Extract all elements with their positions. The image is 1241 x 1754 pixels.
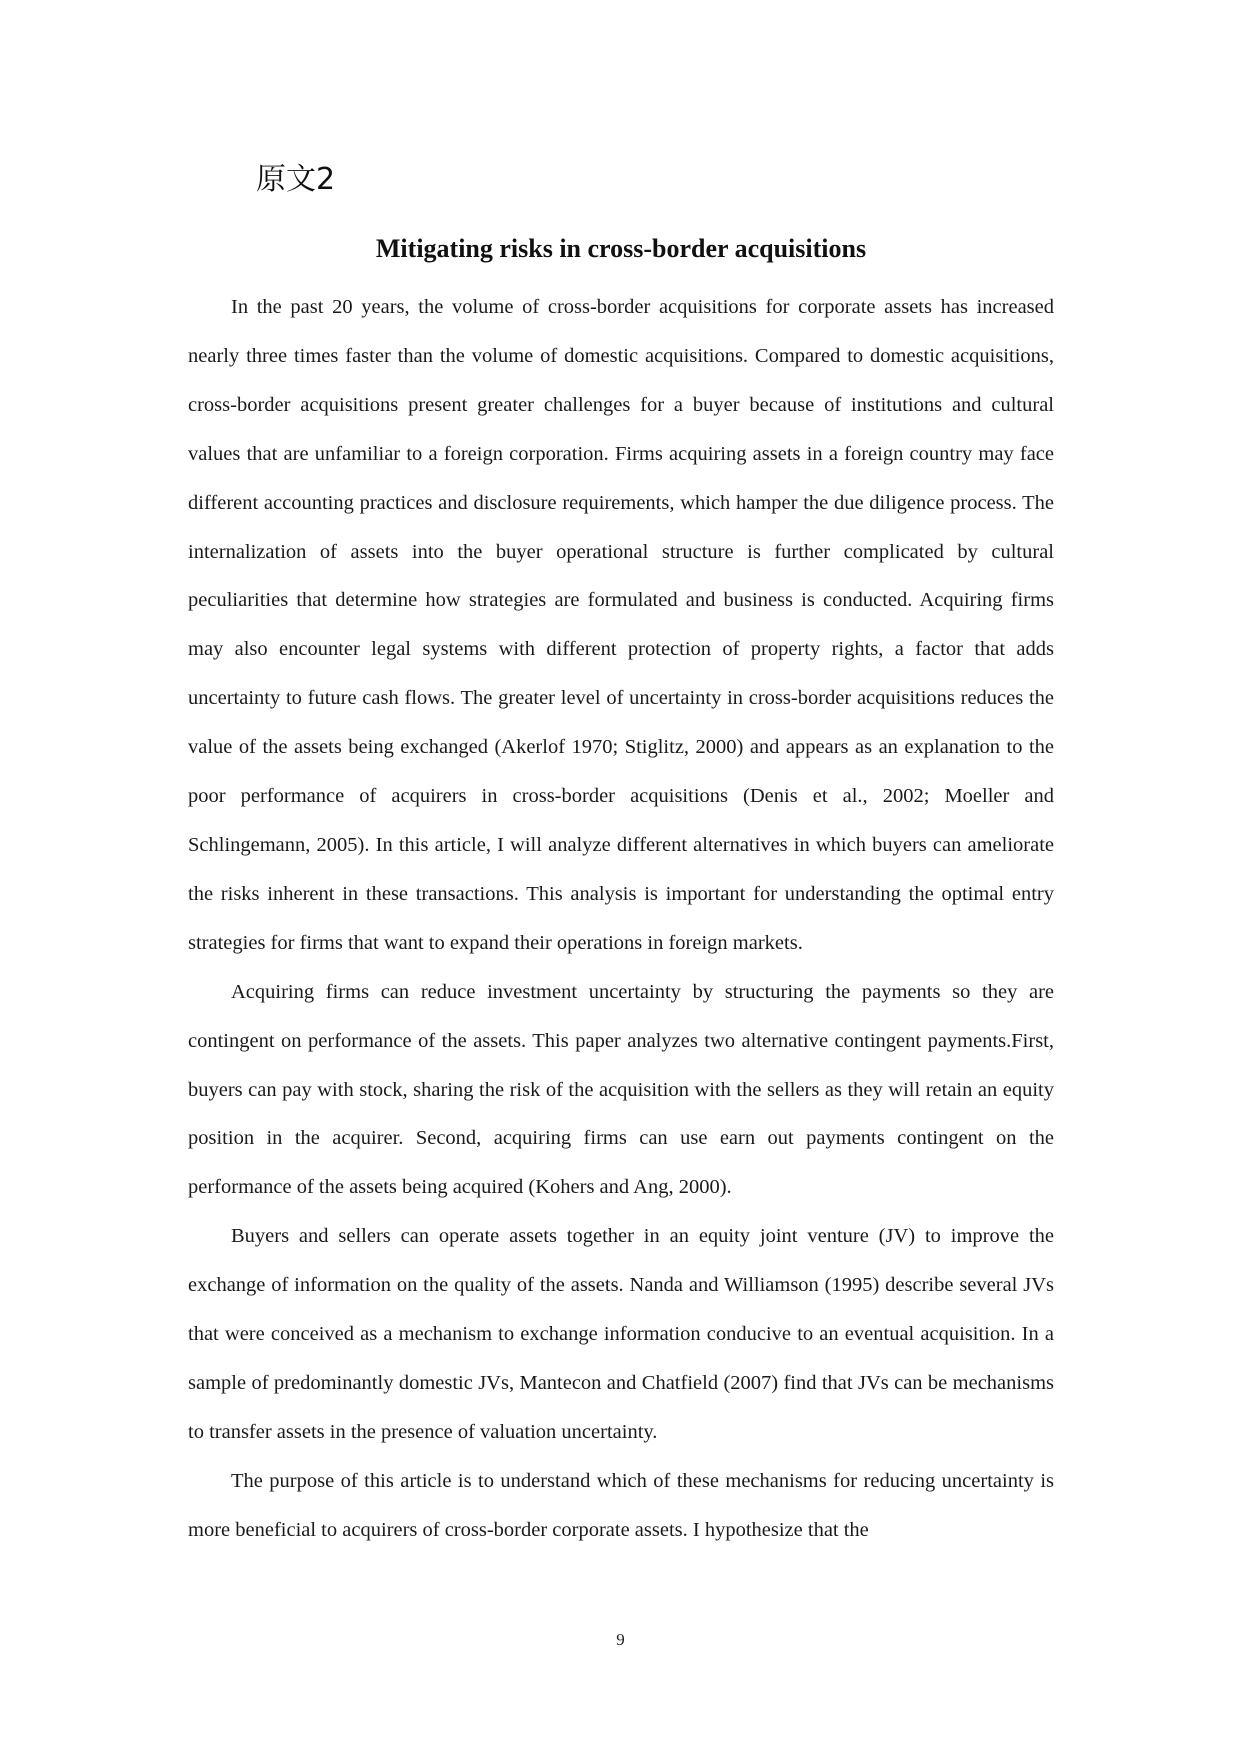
page-number: 9 xyxy=(616,1630,625,1649)
section-label: 原文2 xyxy=(256,162,336,197)
body-paragraph: Buyers and sellers can operate assets together in an equity joint venture (JV) to improve the exchange of information on the quality of the assets. Nanda and Williamson (1995) describe several JVs that were conceived as a mechanism to exchange information conducive to an eventual acquisition. In a sample of predominantly domestic JVs, Mantecon and Chatfield (2007) find that JVs can be mechanisms to transfer assets in the presence of valuation uncertainty. xyxy=(188,1225,1054,1443)
article-body xyxy=(188,283,1054,1555)
article-title: Mitigating risks in cross-border acquisitions xyxy=(375,234,867,263)
body-paragraph: The purpose of this article is to understand which of these mechanisms for reducing uncertainty is more beneficial to acquirers of cross-border corporate assets. I hypothesize that the xyxy=(188,1469,1054,1541)
body-paragraph: In the past 20 years, the volume of cross-border acquisitions for corporate assets has increased nearly three times faster than the volume of domestic acquisitions. Compared to domestic acquisitions, cross-border acquisitions present greater challenges for a buyer because of institutions and cultural values that are unfamiliar to a foreign corporation. Firms acquiring assets in a foreign country may face different accounting practices and disclosure requirements, which hamper the due diligence process. The internalization of assets into the buyer operational structure is further complicated by cultural peculiarities that determine how strategies are formulated and business is conducted. Acquiring firms may also encounter legal systems with different protection of property rights, a factor that adds uncertainty to future cash flows. The greater level of uncertainty in cross-border acquisitions reduces the value of the assets being exchanged (Akerlof 1970; Stiglitz, 2000) and appears as an explanation to the poor performance of acquirers in cross-border acquisitions (Denis et al., 2002; Moeller and Schlingemann, 2005). In this article, I will analyze different alternatives in which buyers can ameliorate the risks inherent in these transactions. This analysis is important for understanding the optimal entry strategies for firms that want to expand their operations in foreign markets. xyxy=(188,296,1054,954)
body-paragraph: Acquiring firms can reduce investment uncertainty by structuring the payments so they are contingent on performance of the assets. This paper analyzes two alternative contingent payments.First, buyers can pay with stock, sharing the risk of the acquisition with the sellers as they will retain an equity position in the acquirer. Second, acquiring firms can use earn out payments contingent on the performance of the assets being acquired (Kohers and Ang, 2000). xyxy=(188,980,1054,1199)
